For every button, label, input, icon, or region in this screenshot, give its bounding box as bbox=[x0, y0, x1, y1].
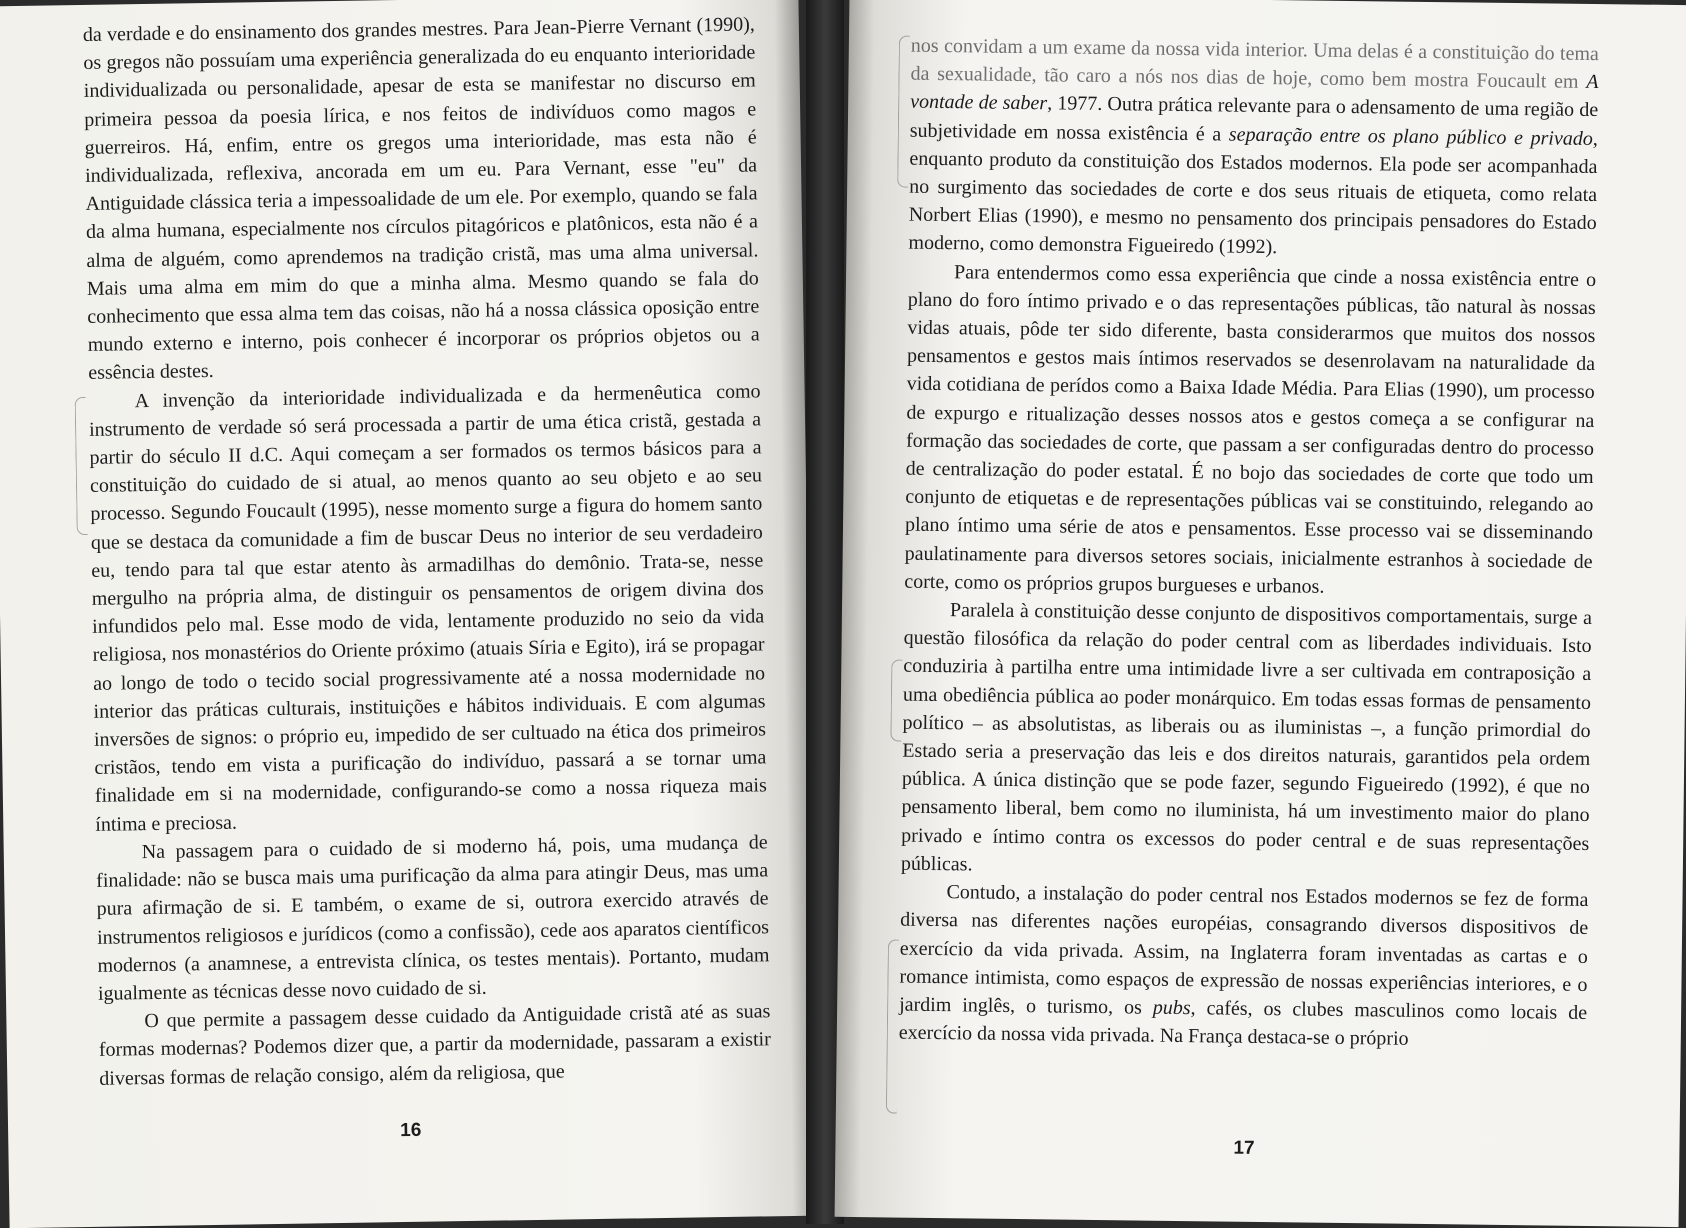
right-page bbox=[835, 0, 1686, 1227]
right-paragraph-2: Para entendermos como essa experiência que cinde a nossa existência entre o plano do foro íntimo privado e o das representações públicas, tão natural às nossas vidas atuais, pôde ter sido diferente, basta considerarmos que muitos dos nossos pensamentos e gestos mais íntimos reservados se desenrolavam na naturalidade da vida cotidiana de perídos como a Baixa Idade Média. Para Elias (1990), um processo de expurgo e ritualização desses nossos atos e gestos começa a se configurar na formação das sociedades de corte, que passam a ser configuradas dentro do processo de centralização do poder estatal. É no bojo das sociedades de corte que todo um conjunto de etiquetas e de representações públicas vai se constituindo, relegando ao plano íntimo uma série de atos e pensamentos. Esse processo vai se disseminando paulatinamente para diversos setores sociais, inicialmente estranhos à sociedade de corte, como os próprios grupos burgueses e urbanos. bbox=[904, 260, 1597, 598]
emphasis-italic: separação entre os plano público e privado bbox=[1228, 123, 1593, 150]
left-paragraph-2: A invenção da interioridade individualizada e da hermenêutica como instrumento de verdade só será processada a partir de uma ética cristã, gestada a partir do século II d.C. Aqui começam a ser formados os termos básicos para a constituição do cuidado de si atual, ao menos quanto ao seu objeto e ao seu processo. Segundo Foucault (1995), nesse momento surge a figura do homem santo que se destaca da comunidade a fim de buscar Deus no interior de seu verdadeiro eu, tendo para tal que estar atento às armadilhas do demônio. Trata-se, nesse mergulho na própria alma, de distinguir os pensamentos de origem divina dos infundidos pelo mal. Esse modo de vida, lentamente produzido no seio da vida religiosa, nos monastérios do Oriente próximo (atuais Síria e Egito), irá se propagar ao longo de todo o tecido social progressivamente até a nossa modernidade no interior das práticas culturais, instituições e hábitos individuais. E com algumas inversões de signos: o próprio eu, impedido de ser cultuado na ética dos primeiros cristãos, tendo em vista a purificação do indivíduo, passará a se tornar uma finalidade em si na modernidade, configurando-se como a nossa riqueza mais íntima e preciosa. bbox=[88, 380, 767, 836]
pencil-bracket-mark bbox=[897, 35, 910, 187]
left-paragraph-4: O que permite a passagem desse cuidado da Antiguidade cristã até as suas formas modernas? Podemos dizer que, a partir da modernidade, passaram a existir diversas formas de relação consigo, além da religiosa, que bbox=[98, 1000, 771, 1090]
left-page-text bbox=[83, 10, 772, 1092]
right-p1-text-e: , enquanto produto da constituição dos Estados modernos. Ela pode ser acompanhada no surgimento das sociedades de corte e dos seus rituais de etiqueta, como relata Norbert Elias (1990), e mesmo no pensamento dos principais pensadores do Estado moderno, como demonstra Figueiredo (1992). bbox=[908, 127, 1598, 259]
page-number-right: 17 bbox=[1233, 1137, 1255, 1159]
pubs-italic: pubs bbox=[1152, 996, 1191, 1020]
pencil-bracket-mark bbox=[75, 397, 88, 535]
right-paragraph-4 bbox=[899, 878, 1589, 1056]
left-paragraph-3: Na passagem para o cuidado de si moderno há, pois, uma mudança de finalidade: não se busca mais uma purificação da alma para atingir Deus, mas uma pura afirmação de si. E também, o exame de si, outrora exercido através de instrumentos religiosos e jurídicos (como a confissão), cede aos aparatos científicos modernos (a anamnese, a entrevista clínica, os testes mentais). Portanto, mudam igualmente as técnicas desse novo cuidado de si. bbox=[96, 831, 770, 1005]
right-paragraph-3: Paralela à constituição desse conjunto de dispositivos comportamentais, surge a questão filosófica da relação do poder central com as liberdades individuais. Isto conduziria à partilha entre uma intimidade livre a ser cultivada em contraposição a uma obediência pública ao poder monárquico. Em todas essas formas de pensamento político – as absolutistas, as liberais ou as iluministas –, a função primordial do Estado seria a preservação das leis e dos direitos naturais, garantidos pela ordem pública. A única distinção que se pode fazer, segundo Figueiredo (1992), é que no pensamento liberal, bem como no iluminista, há um investimento maior do plano privado e íntimo contra os excessos do poder central e de suas representações públicas. bbox=[900, 599, 1593, 876]
pencil-bracket-mark bbox=[886, 939, 899, 1113]
right-p4-text-c: , cafés, os clubes masculinos como locais de exercício da nossa vida privada. Na França destaca-se o próprio bbox=[898, 997, 1588, 1050]
right-p1-text-a: nos convidam a um exame da nossa vida interior. Uma delas é a constituição do tema da sexualidade, tão caro a nós nos dias de hoje, como bem mostra Foucault em bbox=[910, 34, 1599, 94]
right-p4-text-a: Contudo, a instalação do poder central nos Estados modernos se fez de forma diversa nas diferentes nações européias, consagrando diversos dispositivos de exercício da vida privada. Assim, na Inglaterra foram inventadas as cartas e o romance intimista, como espaços de expressão de nossas experiências interiores, e o jardim inglês, o turismo, os bbox=[899, 881, 1589, 1019]
right-p1-text-c: , 1977. Outra prática relevante para o adensamento de uma região de subjetividade em nossa existência é a bbox=[909, 92, 1599, 146]
page-number-left: 16 bbox=[399, 1119, 422, 1142]
right-page-text bbox=[899, 32, 1599, 1056]
book-title-italic: A vontade de saber bbox=[910, 71, 1599, 115]
left-page bbox=[0, 0, 818, 1228]
right-paragraph-1 bbox=[908, 32, 1599, 266]
left-paragraph-1: da verdade e do ensinamento dos grandes mestres. Para Jean-Pierre Vernant (1990), os gregos não possuíam uma experiência generalizada do eu enquanto interioridade individualizada ou personalidade, apesar de esta se manifestar no discurso em primeira pessoa da poesia lírica, e nos feitos de indivíduos como magos e guerreiros. Há, enfim, entre os gregos uma interioridade, mas esta não é individualizada, reflexiva, ancorada em um eu. Para Vernant, esse "eu" da Antiguidade clássica teria a impessoalidade de um ele. Por exemplo, quando se fala da alma humana, especialmente nos círculos pitagóricos e platônicos, esta não é a alma de alguém, como aprendemos na tradição cristã, mas uma alma universal. Mais uma alma em mim do que a minha alma. Mesmo quando se fala do conhecimento que essa alma tem das coisas, não há a nossa clássica oposição entre mundo externo e interno, pois conhecer é incorporar os próprios objetos ou a essência destes. bbox=[82, 13, 760, 385]
pencil-bracket-mark bbox=[890, 659, 902, 741]
